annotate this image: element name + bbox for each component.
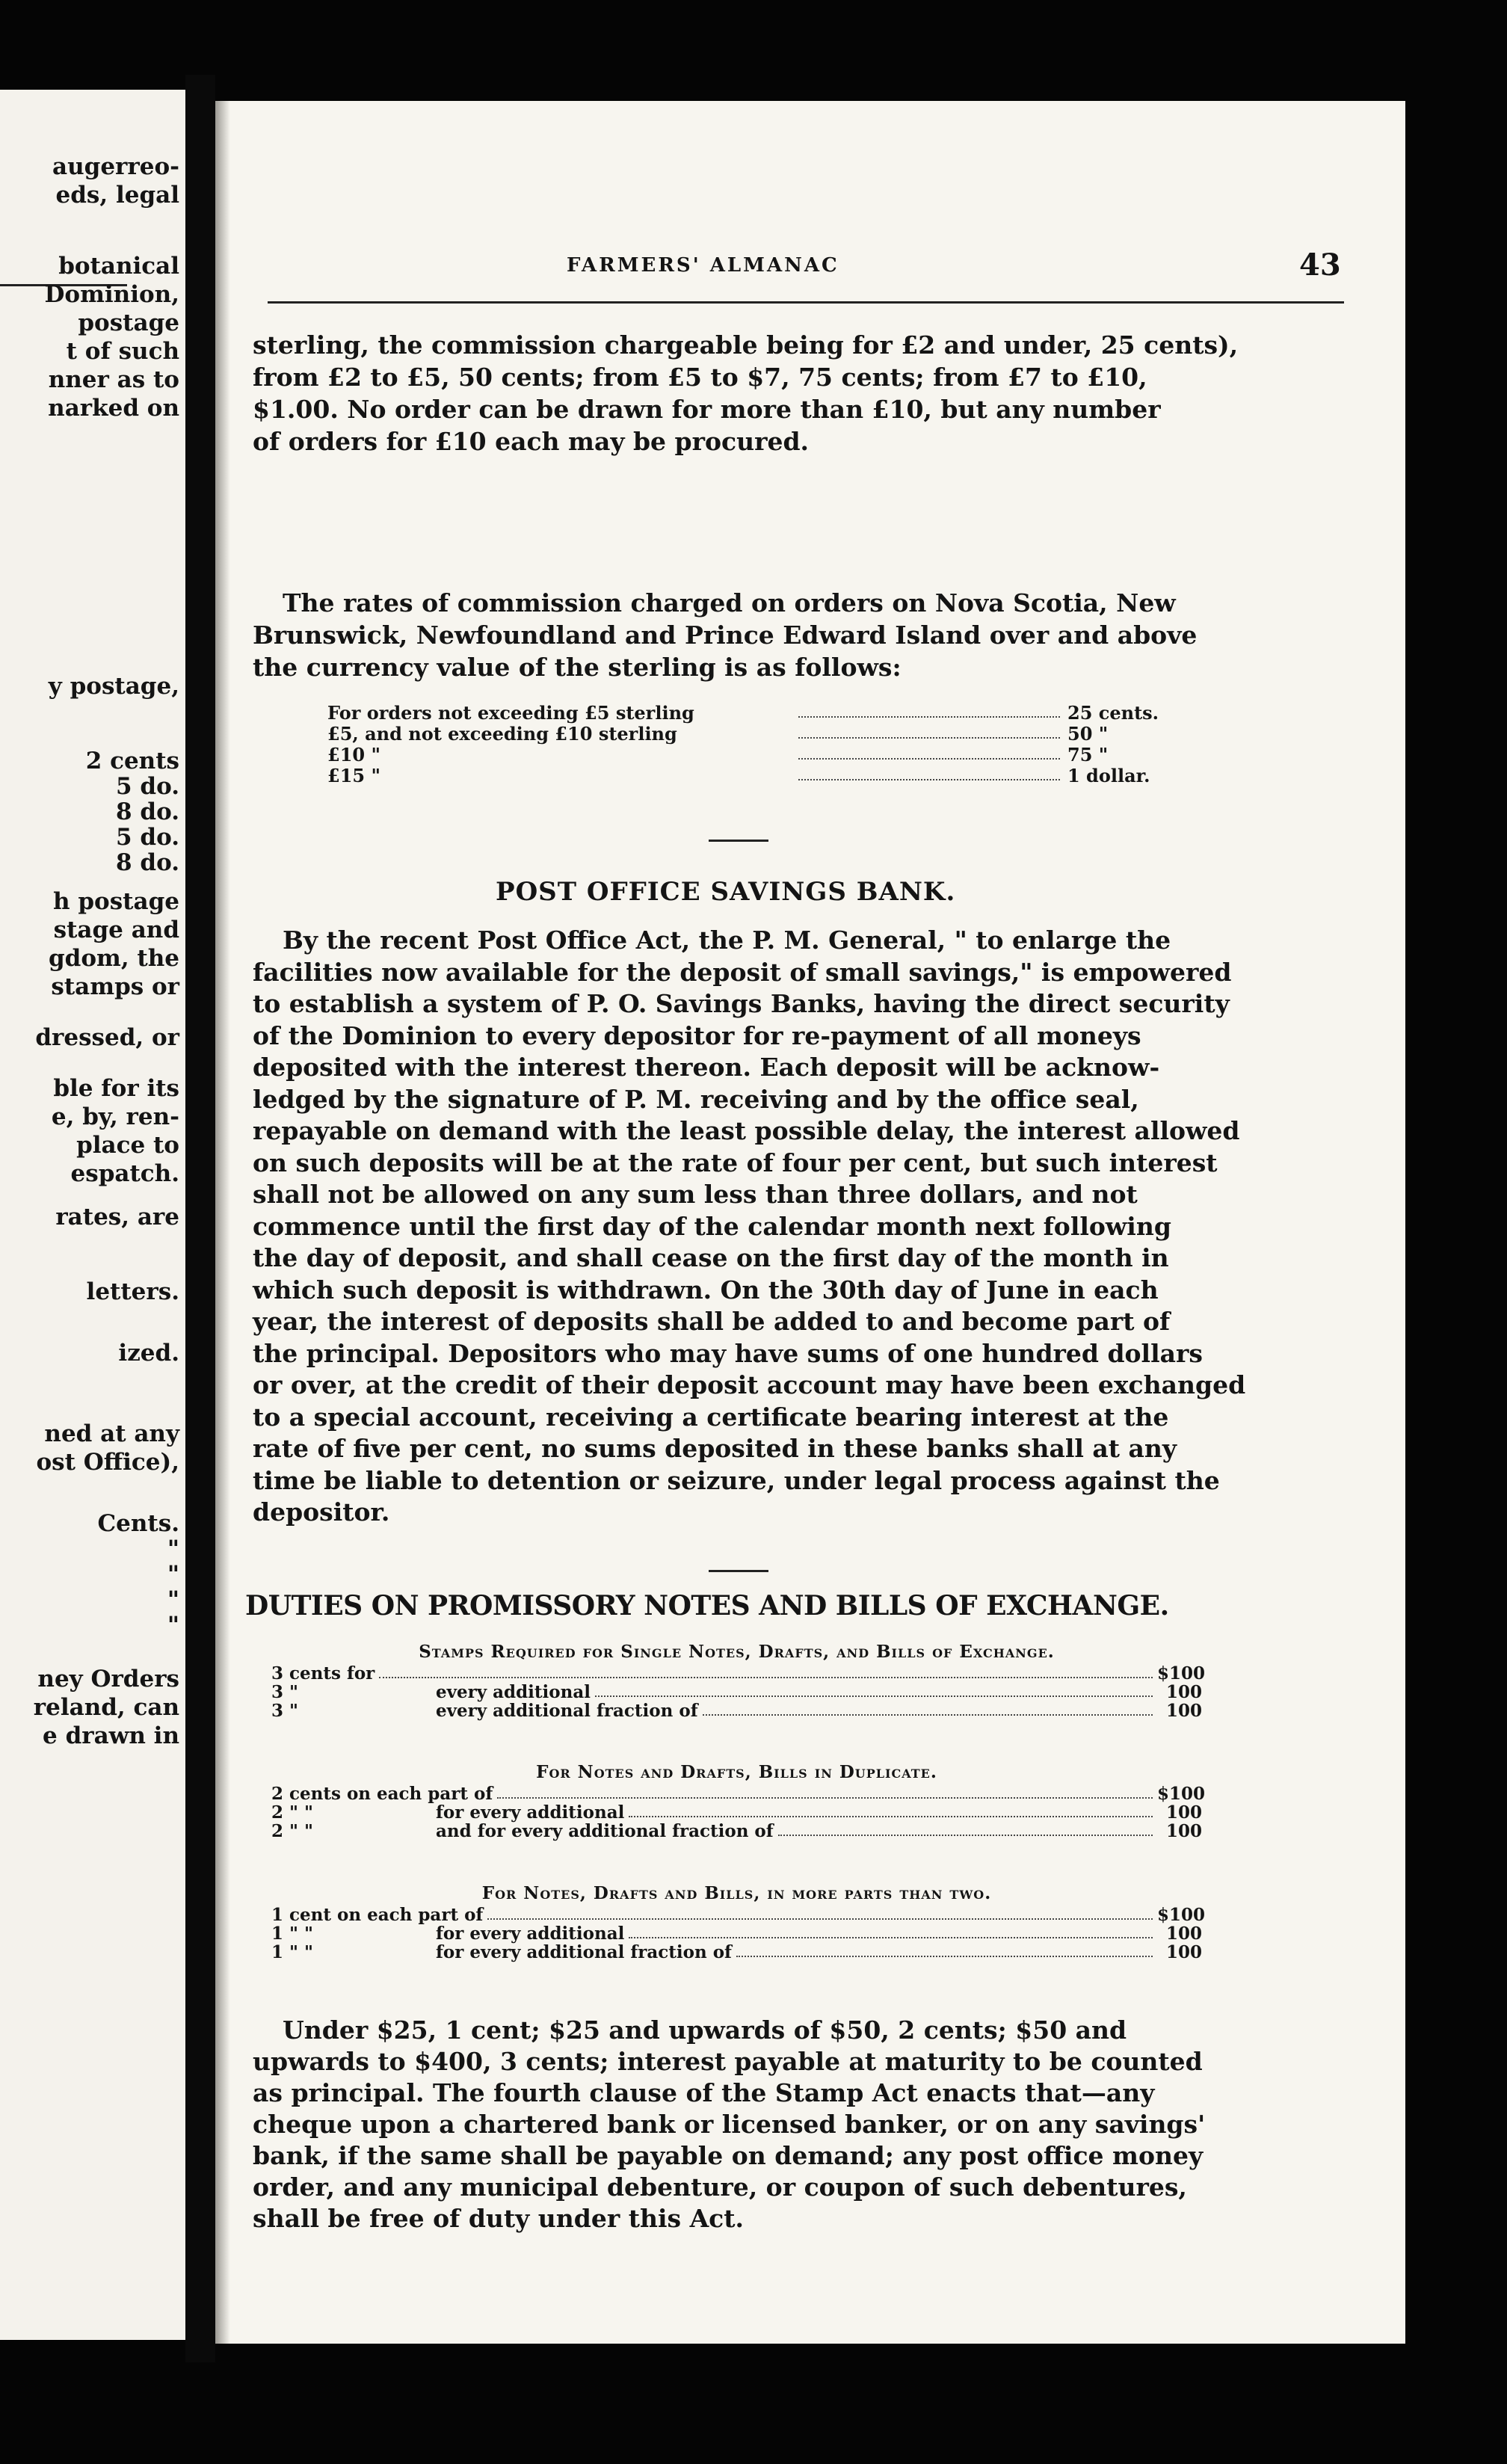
stamp-rows <box>271 1663 1206 1721</box>
left-page-line: " <box>167 1586 179 1613</box>
stamp-row <box>271 1701 1202 1720</box>
text-line: sterling, the commission chargeable being for £2 and under, 25 cents), <box>253 330 1239 360</box>
stamp-row <box>271 1943 1202 1962</box>
rate-value: 50 " <box>1067 723 1109 745</box>
stamp-value: $100 <box>1157 1784 1206 1804</box>
stamp-subheading: For Notes and Drafts, Bills in Duplicate. <box>536 1762 937 1782</box>
left-page-line: " <box>167 1612 179 1639</box>
stamp-value: 100 <box>1165 1682 1202 1702</box>
text-line: the principal. Depositors who may have sums of one hundred dollars <box>253 1338 1203 1368</box>
left-page-line: place to <box>76 1132 179 1159</box>
stamp-subheading: Stamps Required for Single Notes, Drafts, and Bills of Exchange. <box>419 1642 1055 1662</box>
left-page-line: augerreo- <box>52 153 179 180</box>
dot-leader <box>487 1918 1153 1920</box>
text-line: or over, at the credit of their deposit account may have been exchanged <box>253 1370 1246 1399</box>
commission-rates-table <box>327 703 1187 786</box>
left-page-line: ned at any <box>44 1420 179 1447</box>
left-page-line: Dominion, <box>44 281 179 308</box>
dot-leader <box>736 1956 1153 1957</box>
text-line: bank, if the same shall be payable on demand; any post office money <box>253 2141 1204 2170</box>
dot-leader <box>798 703 1060 718</box>
left-page-line: 5 do. <box>116 773 179 800</box>
dot-leader <box>629 1937 1153 1938</box>
text-line: facilities now available for the deposit of small savings," is empowered <box>253 957 1232 987</box>
dot-leader <box>778 1835 1153 1836</box>
stamp-amount: 1 " " <box>271 1942 313 1962</box>
stamp-amount: 1 cent on each part of <box>271 1905 484 1925</box>
left-page-line: e, by, ren- <box>51 1103 179 1130</box>
duties-title: DUTIES ON PROMISSORY NOTES AND BILLS OF EXCHANGE. <box>245 1590 1169 1621</box>
stamp-row <box>271 1803 1202 1822</box>
rate-value: 25 cents. <box>1067 702 1159 724</box>
book-gutter <box>185 75 215 2362</box>
text-line: Under $25, 1 cent; $25 and upwards of $50, 2 cents; $50 and <box>283 2015 1127 2045</box>
stamp-condition: every additional <box>436 1682 591 1702</box>
stamp-amount: 2 " " <box>271 1821 313 1841</box>
multi-part-stamps <box>271 1883 1206 1962</box>
stamp-value: $100 <box>1157 1905 1206 1925</box>
left-page-line: reland, can <box>33 1694 179 1721</box>
text-line: commence until the first day of the calendar month next following <box>253 1211 1171 1241</box>
header-rule <box>268 301 1344 304</box>
stamp-value: 100 <box>1165 1701 1202 1721</box>
text-line: The rates of commission charged on orders on Nova Scotia, New <box>283 588 1176 617</box>
text-line: ledged by the signature of P. M. receiving and by the office seal, <box>253 1084 1139 1114</box>
stamp-amount: 3 " <box>271 1682 298 1702</box>
text-line: time be liable to detention or seizure, under legal process against the <box>253 1465 1220 1495</box>
text-line: of orders for £10 each may be procured. <box>253 427 810 456</box>
stamp-condition: for every additional <box>436 1802 625 1823</box>
rate-label: £15 " <box>327 765 380 786</box>
page-gutter-shadow <box>215 101 230 2344</box>
left-page-line: e drawn in <box>43 1722 179 1749</box>
left-page-line: dressed, or <box>35 1024 179 1051</box>
rate-value: 75 " <box>1067 744 1109 766</box>
stamp-row <box>271 1822 1202 1841</box>
dot-leader <box>379 1677 1153 1678</box>
stamp-value: 100 <box>1165 1942 1202 1962</box>
left-page-line: stamps or <box>51 973 179 1000</box>
stamp-amount: 2 " " <box>271 1802 313 1823</box>
stamp-value: $100 <box>1157 1663 1206 1684</box>
left-page-line: y postage, <box>48 673 179 700</box>
stamp-condition: for every additional <box>436 1924 625 1944</box>
rate-row <box>327 745 1187 766</box>
stamp-value: 100 <box>1165 1802 1202 1823</box>
text-line: shall be free of duty under this Act. <box>253 2204 745 2233</box>
left-page-line: narked on <box>48 395 179 422</box>
stamp-amount: 3 cents for <box>271 1663 375 1684</box>
intro-paragraph <box>253 329 1239 458</box>
left-page-line: Cents. <box>97 1510 179 1537</box>
section-divider <box>709 840 768 842</box>
rate-value: 1 dollar. <box>1067 765 1150 786</box>
left-page-line: " <box>167 1536 179 1562</box>
text-line: repayable on demand with the least possible delay, the interest allowed <box>253 1116 1240 1145</box>
stamp-value: 100 <box>1165 1821 1202 1841</box>
left-page-line: 2 cents <box>85 748 179 774</box>
stamp-condition: for every additional fraction of <box>436 1942 732 1962</box>
text-line: Brunswick, Newfoundland and Prince Edward Island over and above <box>253 620 1198 650</box>
text-line: from £2 to £5, 50 cents; from £5 to $7, 75 cents; from £7 to £10, <box>253 363 1147 392</box>
dot-leader <box>798 745 1060 760</box>
running-title: FARMERS' ALMANAC <box>567 254 839 277</box>
rate-label: For orders not exceeding £5 sterling <box>327 702 694 724</box>
dot-leader <box>798 766 1060 780</box>
text-line: depositor. <box>253 1497 390 1527</box>
text-line: to establish a system of P. O. Savings Banks, having the direct security <box>253 989 1230 1018</box>
left-page-line: ized. <box>118 1340 179 1367</box>
commission-paragraph <box>253 587 1239 683</box>
text-line: year, the interest of deposits shall be added to and become part of <box>253 1307 1171 1336</box>
rate-row <box>327 703 1187 724</box>
text-line: cheque upon a chartered bank or licensed banker, or on any savings' <box>253 2110 1206 2139</box>
left-page-line: stage and <box>53 917 179 943</box>
rate-row <box>327 766 1187 786</box>
savings-bank-title: POST OFFICE SAVINGS BANK. <box>496 877 956 907</box>
savings-bank-paragraph <box>253 925 1246 1529</box>
text-line: rate of five per cent, no sums deposited in these banks shall at any <box>253 1434 1177 1463</box>
left-page-line: 8 do. <box>116 849 179 876</box>
stamp-row <box>271 1905 1206 1925</box>
left-page-line: " <box>167 1561 179 1588</box>
text-line: order, and any municipal debenture, or coupon of such debentures, <box>253 2172 1187 2202</box>
dot-leader <box>629 1816 1153 1817</box>
left-page-line: eds, legal <box>55 182 179 209</box>
text-line: $1.00. No order can be drawn for more than £10, but any number <box>253 395 1161 424</box>
left-page-line: nner as to <box>48 366 179 393</box>
rate-row <box>327 724 1187 745</box>
rate-label: £10 " <box>327 744 380 766</box>
left-page-line: h postage <box>53 888 179 915</box>
left-page-line: t of such <box>66 338 179 365</box>
stamp-rows <box>271 1784 1206 1841</box>
stamp-subheading: For Notes, Drafts and Bills, in more parts than two. <box>481 1883 992 1903</box>
text-line: the currency value of the sterling is as follows: <box>253 653 902 682</box>
stamp-amount: 3 " <box>271 1701 298 1721</box>
stamp-condition: every additional fraction of <box>436 1701 698 1721</box>
left-page-line: ost Office), <box>36 1449 179 1476</box>
rate-label: £5, and not exceeding £10 sterling <box>327 723 677 745</box>
text-line: By the recent Post Office Act, the P. M. General, " to enlarge the <box>283 925 1171 955</box>
left-page-line: botanical <box>58 253 179 280</box>
section-divider <box>709 1570 768 1572</box>
stamp-condition: and for every additional fraction of <box>436 1821 774 1841</box>
text-line: upwards to $400, 3 cents; interest payable at maturity to be counted <box>253 2047 1203 2076</box>
text-line: to a special account, receiving a certificate bearing interest at the <box>253 1402 1169 1432</box>
page-number: 43 <box>1299 247 1341 283</box>
stamp-rows <box>271 1905 1206 1962</box>
stamp-value: 100 <box>1165 1924 1202 1944</box>
single-notes-stamps <box>271 1642 1206 1721</box>
text-line: deposited with the interest thereon. Each deposit will be acknow- <box>253 1053 1160 1082</box>
text-line: shall not be allowed on any sum less than three dollars, and not <box>253 1180 1138 1209</box>
left-page-line: postage <box>78 309 179 336</box>
stamp-row <box>271 1784 1206 1804</box>
text-line: which such deposit is withdrawn. On the 30th day of June in each <box>253 1275 1159 1305</box>
dot-leader <box>595 1695 1153 1697</box>
almanac-page <box>215 101 1405 2344</box>
left-page-line: rates, are <box>55 1204 179 1231</box>
left-page-line: 8 do. <box>116 798 179 825</box>
left-page-line: gdom, the <box>49 945 179 972</box>
stamp-row <box>271 1683 1202 1701</box>
left-page-line: espatch. <box>70 1160 179 1187</box>
dot-leader <box>497 1797 1153 1799</box>
left-page-fragment <box>0 90 185 2340</box>
dot-leader <box>703 1714 1153 1716</box>
left-page-line: ble for its <box>53 1075 179 1102</box>
stamp-row <box>271 1663 1206 1684</box>
text-line: of the Dominion to every depositor for re-payment of all moneys <box>253 1020 1141 1050</box>
stamp-amount: 2 cents on each part of <box>271 1784 493 1804</box>
left-page-line: 5 do. <box>116 824 179 851</box>
text-line: as principal. The fourth clause of the Stamp Act enacts that—any <box>253 2078 1155 2107</box>
text-line: on such deposits will be at the rate of four per cent, but such interest <box>253 1148 1218 1177</box>
stamp-amount: 1 " " <box>271 1924 313 1944</box>
left-page-line: ney Orders <box>37 1666 179 1693</box>
duplicate-stamps <box>271 1762 1206 1841</box>
dot-leader <box>798 724 1060 739</box>
stamp-row <box>271 1924 1202 1943</box>
closing-paragraph <box>253 2015 1239 2234</box>
left-page-line: letters. <box>86 1278 179 1305</box>
text-line: the day of deposit, and shall cease on the first day of the month in <box>253 1243 1169 1272</box>
